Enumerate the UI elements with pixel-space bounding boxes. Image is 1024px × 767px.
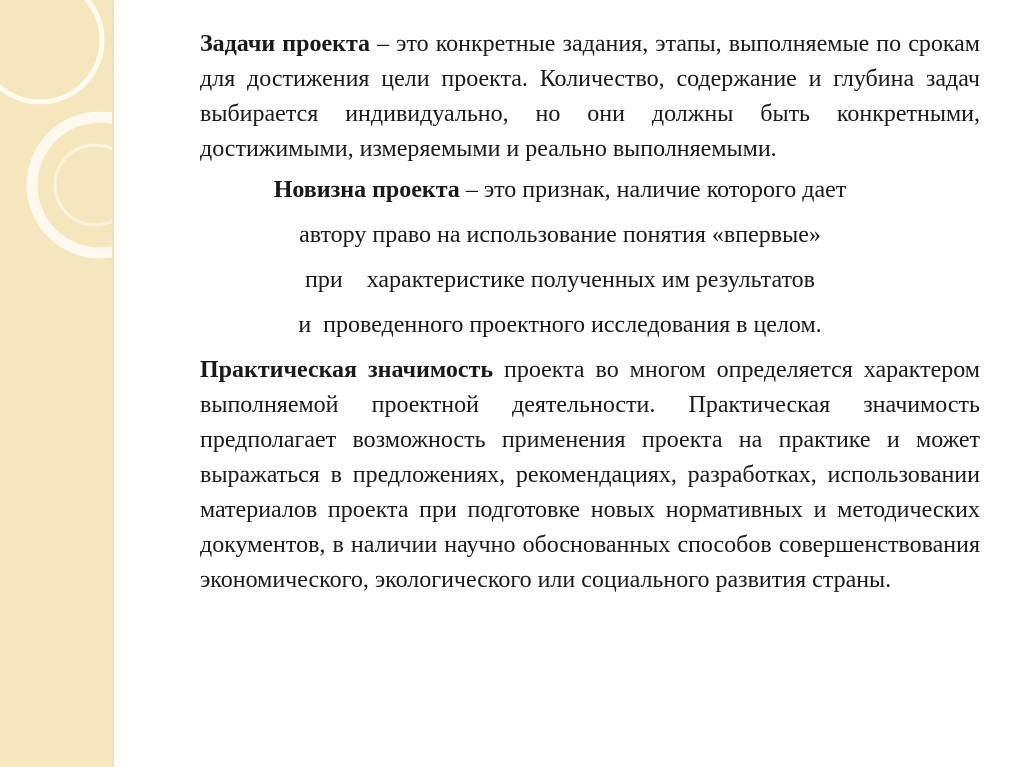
tasks-paragraph xyxy=(200,27,980,167)
band-divider xyxy=(112,0,114,767)
decorative-side-band xyxy=(0,0,112,767)
ring-middle xyxy=(32,117,112,253)
novelty-line-3: при характеристике полученных им результатов xyxy=(305,267,815,293)
significance-paragraph xyxy=(200,353,980,598)
significance-term: Практическая значимость xyxy=(200,357,494,383)
novelty-line-2: автору право на использование понятия «впервые» xyxy=(299,222,821,248)
tasks-definition: – это конкретные задания, этапы, выполняемые по срокам для достижения цели проекта. Количество, содержание и глубина задач выбирается индивидуально, но они должны быть конкретными, достижимыми, измеряемыми и реально выполняемыми. xyxy=(200,31,980,162)
novelty-definition-start: – это признак, наличие которого дает xyxy=(459,177,847,203)
novelty-term: Новизна проекта xyxy=(273,177,460,203)
tasks-term: Задачи проекта xyxy=(200,31,371,57)
novelty-paragraph xyxy=(200,177,980,339)
decorative-rings xyxy=(0,0,112,767)
novelty-line-4: и проведенного проектного исследования в целом. xyxy=(298,312,822,338)
significance-definition: проекта во многом определяется характером выполняемой проектной деятельности. Практическая значимость предполагает возможность применения проекта на практике и может выражаться в предложениях, рекомендациях, разработках, использовании материалов проекта при подготовке новых нормативных и методических документов, в наличии научно обоснованных способов совершенствования экономического, экологического или социального развития страны. xyxy=(200,357,980,593)
ring-top xyxy=(0,0,102,102)
slide-content xyxy=(200,27,980,598)
novelty-line-1 xyxy=(200,177,920,204)
ring-inner xyxy=(55,145,112,225)
